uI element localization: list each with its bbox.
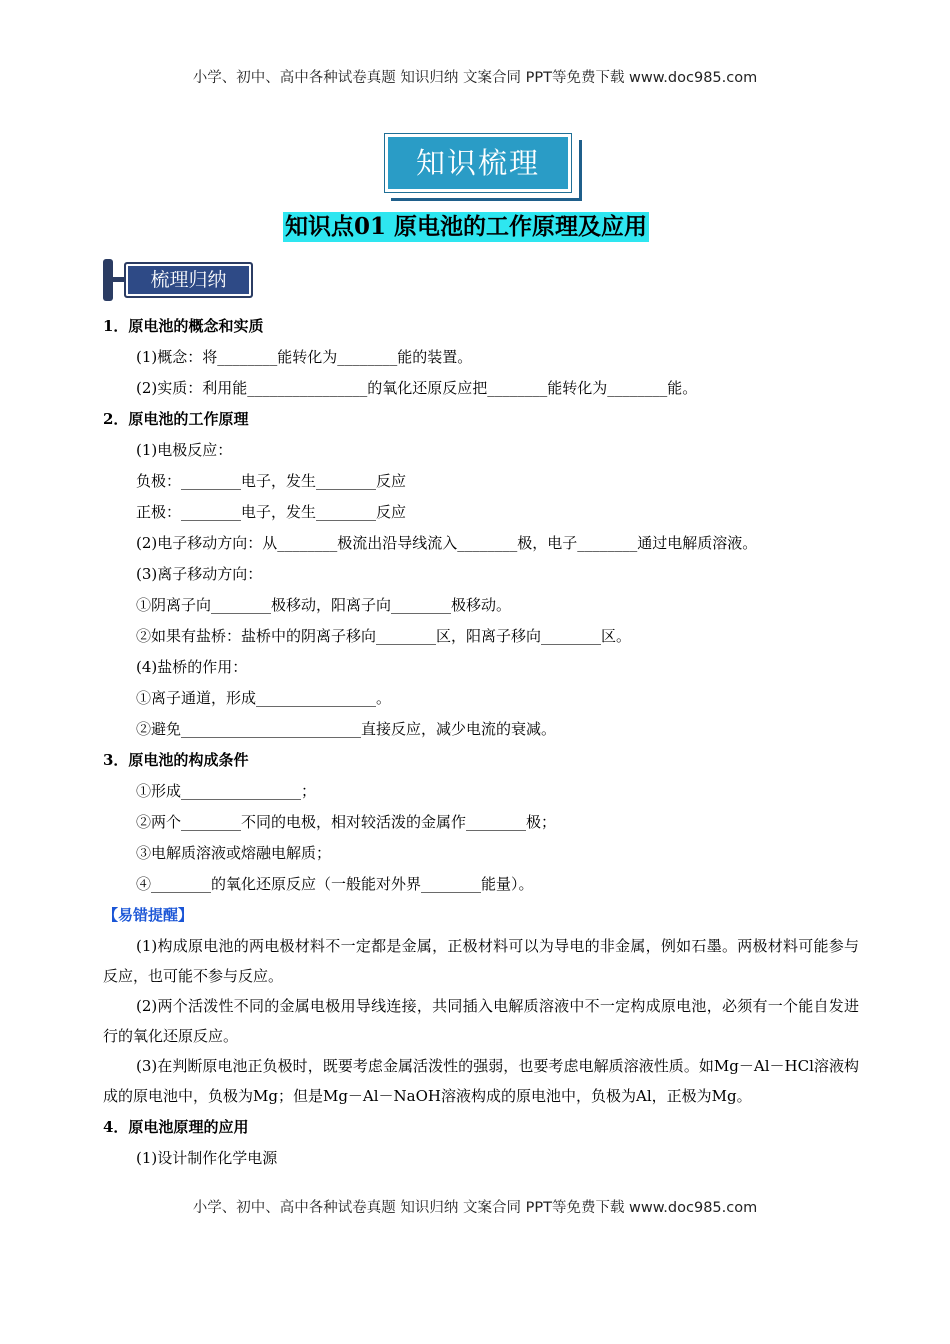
heading-3: 3．原电池的构成条件 <box>103 751 249 769</box>
text-line: ①离子通道，形成________________。 <box>136 689 392 707</box>
text-line: ①阴离子向________极移动，阳离子向________极移动。 <box>136 596 512 614</box>
warning-paragraph: (2)两个活泼性不同的金属电极用导线连接，共同插入电解质溶液中不一定构成原电池，必须有一个能自发进行的氧化还原反应。 <box>103 997 859 1045</box>
text-line: (1)设计制作化学电源 <box>136 1149 278 1167</box>
heading-1: 1．原电池的概念和实质 <box>103 317 264 335</box>
text-line: 负极：________电子，发生________反应 <box>136 472 407 490</box>
text-line: ④________的氧化还原反应（一般能对外界________能量）。 <box>136 875 534 893</box>
text-line: 正极：________电子，发生________反应 <box>136 503 407 521</box>
banner-title: 知识梳理 <box>385 134 571 192</box>
text-line: (1)概念：将________能转化为________能的装置。 <box>136 348 473 366</box>
text-line: (2)实质：利用能________________的氧化还原反应把________能转化为________能。 <box>136 379 698 397</box>
heading-2: 2．原电池的工作原理 <box>103 410 249 428</box>
text-line: (4)盐桥的作用： <box>136 658 248 676</box>
warning-paragraph: (1)构成原电池的两电极材料不一定都是金属，正极材料可以为导电的非金属，例如石墨。两极材料可能参与反应，也可能不参与反应。 <box>103 937 859 985</box>
document-body <box>103 311 859 1174</box>
text-line: (1)电极反应： <box>136 441 233 459</box>
knowledge-point-title: 知识点01 原电池的工作原理及应用 <box>285 213 648 240</box>
section-tag <box>103 259 253 301</box>
text-line: ③电解质溶液或熔融电解质； <box>136 844 332 862</box>
text-line: ②如果有盐桥：盐桥中的阴离子移向________区，阳离子移向________区。 <box>136 627 632 645</box>
section-banner <box>385 134 581 200</box>
text-line: (3)离子移动方向： <box>136 565 263 583</box>
text-line: ②两个________不同的电极，相对较活泼的金属作________极； <box>136 813 557 831</box>
warning-paragraph: (3)在判断原电池正负极时，既要考虑金属活泼性的强弱，也要考虑电解质溶液性质。如Mg－Al－HCl溶液构成的原电池中，负极为Mg；但是Mg－Al－NaOH溶液构成的原电池中，负极为Al，正极为Mg。 <box>103 1057 859 1105</box>
text-line: (2)电子移动方向：从________极流出沿导线流入________极，电子________通过电解质溶液。 <box>136 534 758 552</box>
page-footer: 小学、初中、高中各种试卷真题 知识归纳 文案合同 PPT等免费下载 www.doc985.com <box>192 1200 758 1216</box>
text-line: ②避免________________________直接反应，减少电流的衰减。 <box>136 720 557 738</box>
text-line: ①形成________________； <box>136 782 317 800</box>
heading-4: 4．原电池原理的应用 <box>103 1118 249 1136</box>
warning-label: 【易错提醒】 <box>103 906 194 924</box>
page-header: 小学、初中、高中各种试卷真题 知识归纳 文案合同 PPT等免费下载 www.doc985.com <box>192 70 758 86</box>
section-tag-label: 梳理归纳 <box>124 262 253 298</box>
